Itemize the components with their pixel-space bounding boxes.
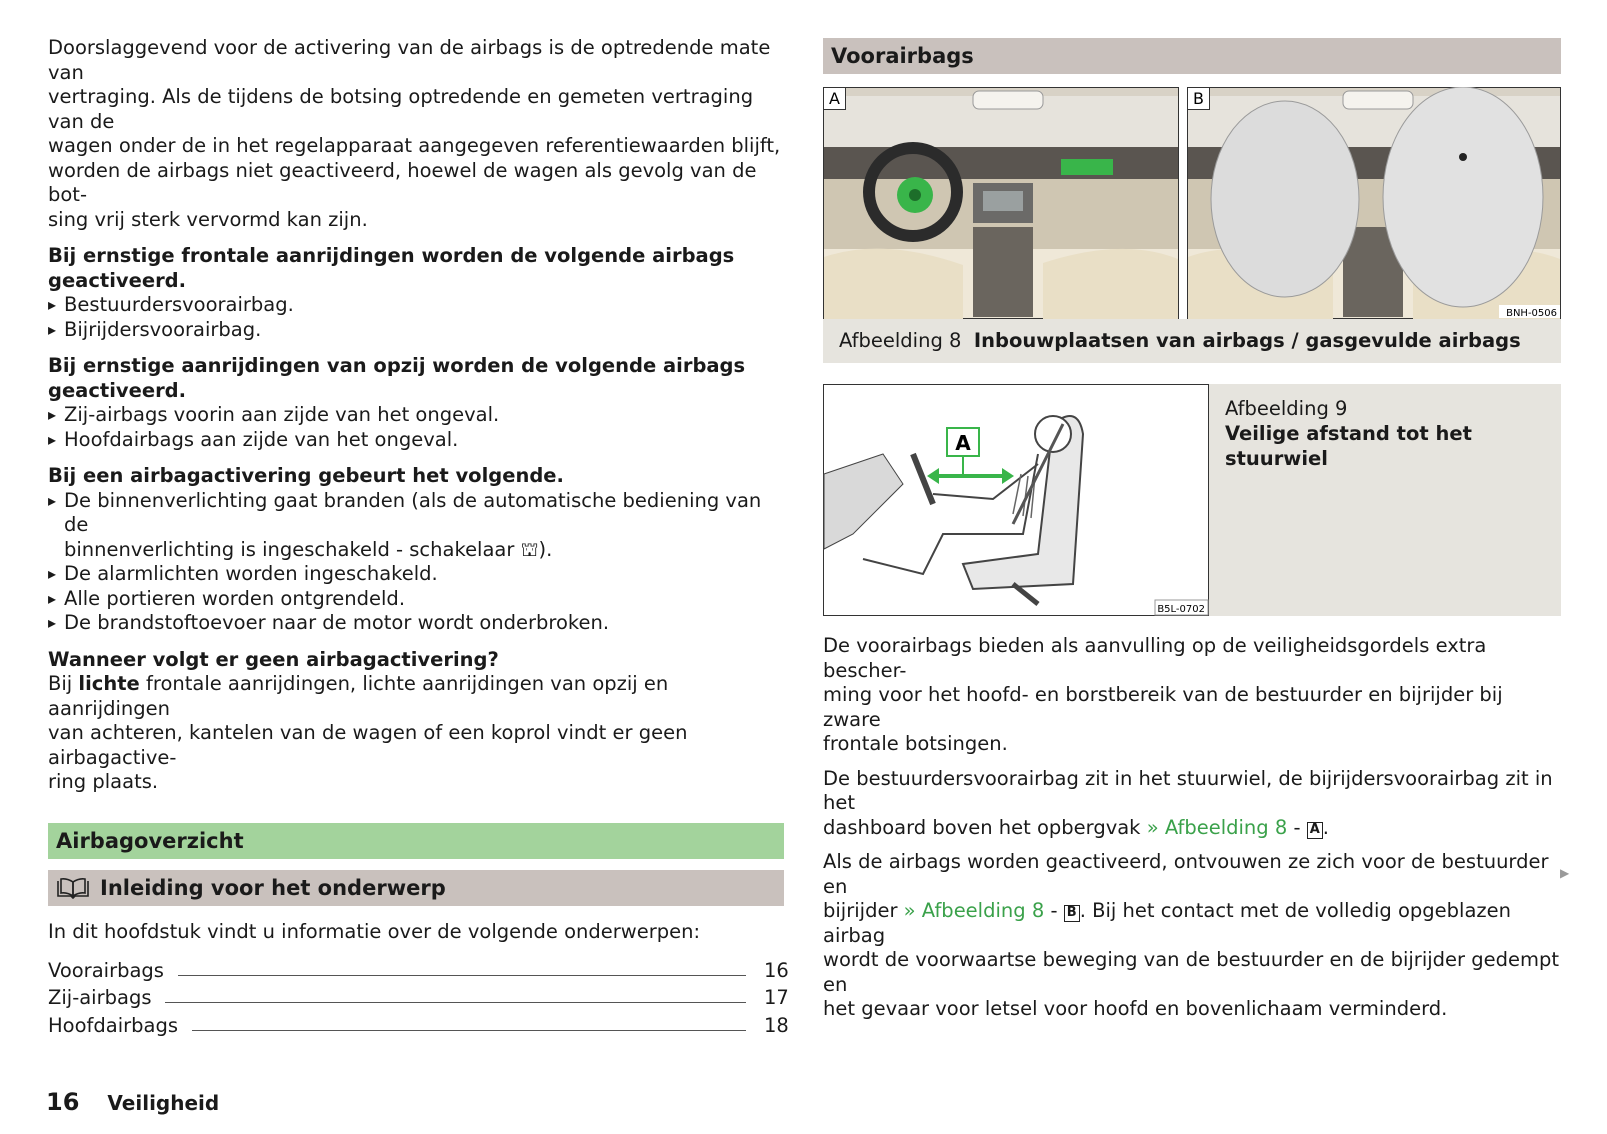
- text-line: Als de airbags worden geactiveerd, ontvouwen ze zich voor de bestuurder en: [823, 850, 1549, 898]
- intro-line: sing vrij sterk vervormd kan zijn.: [48, 207, 368, 231]
- toc-page: 17: [764, 986, 789, 1009]
- text-line: dashboard boven het opbergvak: [823, 815, 1141, 839]
- text-line: wordt de voorwaartse beweging van de bestuurder en de bijrijder gedempt en: [823, 948, 1560, 996]
- toc-page: 16: [764, 958, 789, 982]
- paragraph: [823, 767, 1561, 841]
- list-item: ▸ Alle portieren worden ontgrendeld.: [48, 587, 784, 612]
- toc-row[interactable]: [48, 982, 789, 1010]
- text-line: frontale botsingen.: [823, 732, 1008, 755]
- toc-label[interactable]: Zij-airbags: [48, 986, 152, 1009]
- page-footer: [46, 1088, 219, 1116]
- text-dash: -: [1293, 815, 1301, 839]
- list-item: ▸ De binnenverlichting gaat branden (als de automatische bediening van de: [48, 489, 784, 538]
- text-bold: lichte: [78, 672, 140, 695]
- caption-title: Inbouwplaatsen van airbags / gasgevulde airbags: [973, 329, 1521, 352]
- list-item-continuation: binnenverlichting is ingeschakeld - schakelaar ⛫).: [64, 537, 553, 561]
- toc-label[interactable]: Hoofdairbags: [48, 1013, 179, 1037]
- toc-page: 18: [764, 1013, 789, 1037]
- no-activation-line: [48, 672, 784, 721]
- list-item: ▸ De alarmlichten worden ingeschakeld.: [48, 562, 784, 587]
- text-line: . Bij het contact met de volledig opgeblazen airbag: [823, 899, 1511, 947]
- subsection-label: Inleiding voor het onderwerp: [100, 875, 446, 900]
- intro-line: vertraging. Als de tijdens de botsing optredende en gemeten vertraging van de: [48, 85, 754, 133]
- text-line: De voorairbags bieden als aanvulling op de veiligheidsgordels extra bescher-: [823, 634, 1487, 682]
- page-number: 16: [46, 1088, 80, 1116]
- intro-line: worden de airbags niet geactiveerd, hoewel de wagen als gevolg van de bot-: [48, 158, 757, 206]
- figure-8: [823, 87, 1561, 319]
- figure-9-illustration: [823, 384, 1209, 616]
- paragraph: [823, 850, 1561, 1022]
- no-activation-line: van achteren, kantelen van de wagen of een koprol vindt er geen airbagactive-: [48, 721, 688, 769]
- figure-link[interactable]: » Afbeelding 8: [903, 899, 1045, 922]
- no-activation-line: ring plaats.: [48, 770, 159, 793]
- list-item: ▸ Hoofdairbags aan zijde van het ongeval.: [48, 428, 784, 453]
- figure-label-a: A: [829, 89, 840, 108]
- text-rest: frontale aanrijdingen, lichte aanrijdingen van opzij en aanrijdingen: [48, 672, 669, 720]
- left-column: [48, 36, 789, 1037]
- intro-line: wagen onder de in het regelapparaat aangegeven referentiewaarden blijft,: [48, 134, 781, 157]
- figure-link[interactable]: » Afbeelding 8: [1146, 815, 1288, 839]
- paragraph: [823, 634, 1561, 757]
- toc-row[interactable]: [48, 1009, 789, 1037]
- text-lead: Bij: [48, 672, 73, 695]
- list-item: ▸ Zij-airbags voorin aan zijde van het ongeval.: [48, 403, 784, 428]
- figure-8-illustration: [823, 87, 1561, 319]
- figure-label-a: A: [955, 431, 971, 455]
- section-title-voorairbags: Voorairbags: [823, 38, 1561, 74]
- text-line: bijrijder: [823, 899, 898, 922]
- caption-title: Veilige afstand tot het stuurwiel: [1225, 422, 1472, 470]
- toc-leader: [192, 1030, 746, 1031]
- no-activation-heading: Wanneer volgt er geen airbagactivering?: [48, 647, 499, 671]
- right-column: [823, 38, 1561, 1032]
- toc-leader: [178, 975, 746, 976]
- activation-list: [48, 489, 784, 636]
- body-text: [823, 634, 1561, 1022]
- frontal-list: [48, 293, 784, 342]
- continue-arrow-icon: ▶: [1560, 866, 1570, 880]
- list-item: ▸ Bestuurdersvoorairbag.: [48, 293, 784, 318]
- list-item: ▸ De brandstoftoevoer naar de motor wordt onderbroken.: [48, 611, 784, 636]
- caption-prefix: Afbeelding 8: [839, 329, 962, 352]
- chapter-title: Veiligheid: [107, 1091, 220, 1115]
- side-list: [48, 403, 784, 452]
- caption-prefix: Afbeelding 9: [1225, 397, 1348, 420]
- toc-row[interactable]: [48, 954, 789, 982]
- text-end: .: [1322, 815, 1329, 839]
- intro-line: Doorslaggevend voor de activering van de airbags is de optredende mate van: [48, 36, 771, 84]
- figure-9: [823, 384, 1561, 616]
- frontal-heading: Bij ernstige frontale aanrijdingen worden de volgende airbags geactiveerd.: [48, 244, 735, 292]
- book-icon: [56, 877, 90, 899]
- figure-9-caption: [1209, 384, 1561, 616]
- text-line: De bestuurdersvoorairbag zit in het stuurwiel, de bijrijdersvoorairbag zit in het: [823, 766, 1553, 814]
- text-line: ming voor het hoofd- en borstbereik van de bestuurder en bijrijder bij zware: [823, 683, 1503, 731]
- subsection-title: [48, 870, 784, 906]
- toc-intro: In dit hoofdstuk vindt u informatie over de volgende onderwerpen:: [48, 919, 701, 943]
- list-item: ▸ Bijrijdersvoorairbag.: [48, 318, 784, 343]
- figure-code: B5L-0702: [1157, 604, 1205, 615]
- text-dash: -: [1050, 899, 1058, 922]
- label-box-b: B: [1064, 905, 1080, 922]
- toc: [48, 954, 789, 1037]
- label-box-a: A: [1307, 822, 1323, 839]
- toc-leader: [165, 1002, 746, 1003]
- figure-label-b: B: [1193, 89, 1204, 108]
- side-heading: Bij ernstige aanrijdingen van opzij worden de volgende airbags geactiveerd.: [48, 354, 746, 402]
- figure-code: BNH-0506: [1506, 308, 1557, 319]
- figure-8-caption: [823, 319, 1561, 363]
- section-title-airbagoverzicht: Airbagoverzicht: [48, 823, 784, 859]
- activation-heading: Bij een airbagactivering gebeurt het volgende.: [48, 464, 564, 487]
- text-line: het gevaar voor letsel voor hoofd en bovenlichaam verminderd.: [823, 997, 1448, 1020]
- toc-label[interactable]: Voorairbags: [48, 958, 164, 982]
